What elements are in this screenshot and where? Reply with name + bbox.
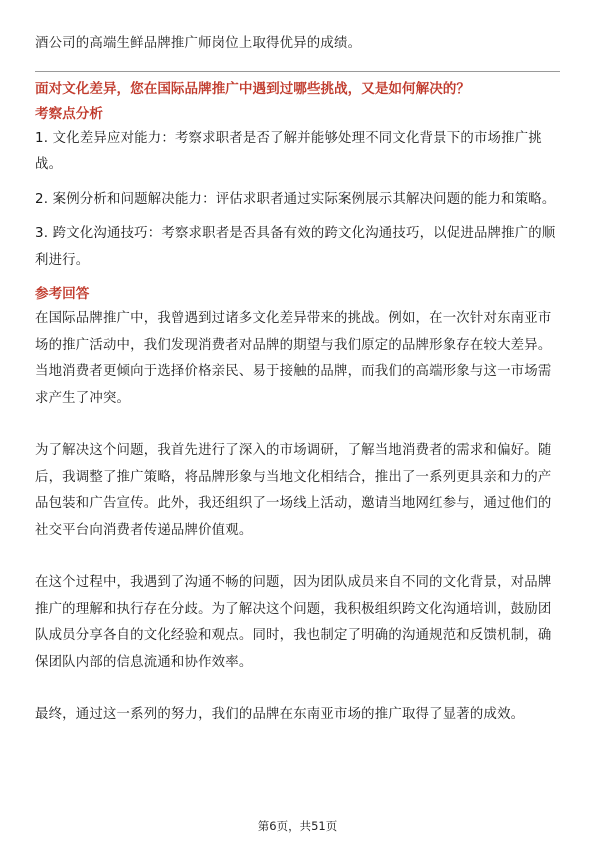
- section-divider: [35, 71, 560, 72]
- continued-text: 酒公司的高端生鲜品牌推广师岗位上取得优异的成绩。: [35, 36, 362, 51]
- paragraph-gap: [35, 676, 560, 702]
- answer-paragraph: 为了解决这个问题，我首先进行了深入的市场调研，了解当地消费者的需求和偏好。随后，我调整了推广策略，将品牌形象与当地文化相结合，推出了一系列更具亲和力的产品包装和广告宣传。此外，我还组织了一场线上活动，邀请当地网红参与，通过他们的社交平台向消费者传递品牌价值观。: [35, 443, 552, 538]
- answer-paragraph: 在国际品牌推广中，我曾遇到过诸多文化差异带来的挑战。例如，在一次针对东南亚市场的推广活动中，我们发现消费者对品牌的期望与我们原定的品牌形象存在较大差异。当地消费者更倾向于选择价格亲民、易于接触的品牌，而我们的高端形象与这一市场需求产生了冲突。: [35, 311, 552, 406]
- question-title: 面对文化差异，您在国际品牌推广中遇到过哪些挑战，又是如何解决的？: [35, 80, 470, 97]
- answer-paragraph: 最终，通过这一系列的努力，我们的品牌在东南亚市场的推广取得了显著的成效。: [35, 707, 525, 722]
- analysis-item: 3. 跨文化沟通技巧：考察求职者是否具备有效的跨文化沟通技巧，以促进品牌推广的顺利进行。: [35, 226, 556, 268]
- analysis-item: 2. 案例分析和问题解决能力：评估求职者通过实际案例展示其解决问题的能力和策略。: [35, 191, 556, 207]
- analysis-heading: 考察点分析: [35, 105, 103, 122]
- paragraph-gap: [35, 544, 560, 570]
- document-page: [35, 0, 560, 729]
- answer-paragraph: 在这个过程中，我遇到了沟通不畅的问题，因为团队成员来自不同的文化背景，对品牌推广的理解和执行存在分歧。为了解决这个问题，我积极组织跨文化沟通培训，鼓励团队成员分享各自的文化经验和观点。同时，我也制定了明确的沟通规范和反馈机制，确保团队内部的信息流通和协作效率。: [35, 575, 552, 670]
- answer-heading: 参考回答: [35, 286, 90, 302]
- analysis-item: 1. 文化差异应对能力：考察求职者是否了解并能够处理不同文化背景下的市场推广挑战。: [35, 130, 542, 172]
- paragraph-gap: [35, 412, 560, 438]
- page-number: 第6页，共51页: [257, 819, 338, 833]
